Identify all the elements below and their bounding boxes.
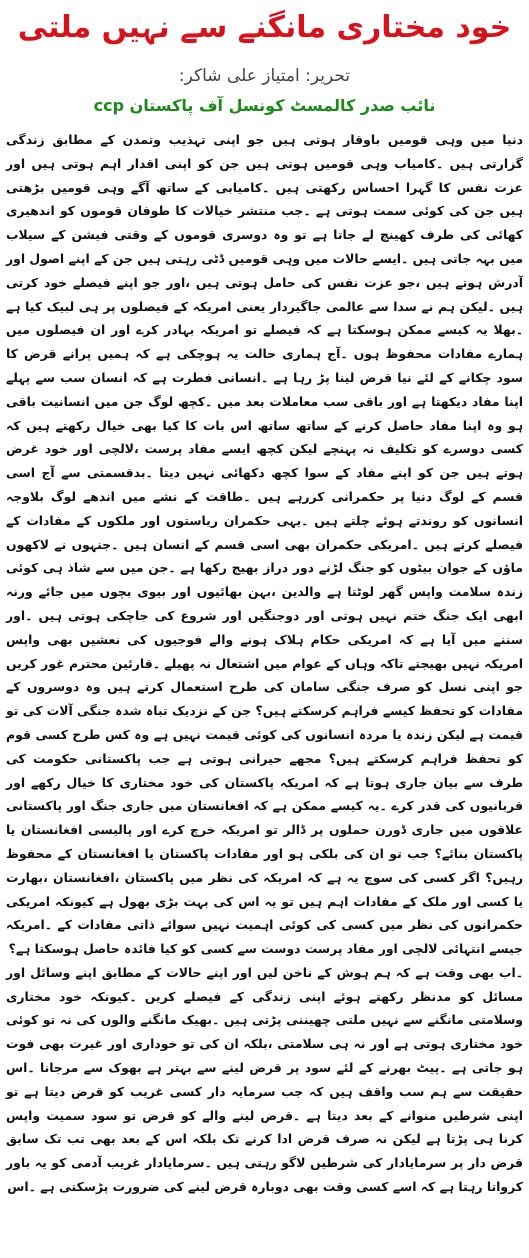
article-body [6,128,523,1199]
article-byline: تحریر: امتیاز علی شاکر: [178,66,351,86]
article-paragraph-1: دنیا میں وہی قومیں باوقار ہوتی ہیں جو اپنی تہذیب وتمدن کے مطابق زندگی گزارتی ہیں ۔کامیاب وہی قومیں ہوتی ہیں جن کو اپنی اقدار اہم ہوتی ہیں اور عزت نفس کا گہرا احساس رکھتی ہیں ۔کامیابی کے ساتھ آگے وہی قومیں بڑھتی ہیں جن کی کوئی سمت ہوتی ہے ۔جب منتشر خیالات کا طوفان قوموں کو اندھیری کھائی کی طرف کھینچ لے جاتا ہے تو وہ دوسری قوموں کے وقتی فیشن کے سیلاب میں بہہ جاتی ہیں ۔ایسے حالات میں وہی قومیں ڈٹی رہتی ہیں جن کے اپنے اصول اور آدرش ہوتے ہیں ،جو عزت نفس کی حامل ہوتی ہیں ،اور جو اپنے فیصلے خود کرتی ہیں ۔لیکن ہم نے سدا سے عالمی جاگیردار یعنی امریکہ کے فیصلوں پر ہی لبیک کیا ہے ۔بھلا یہ کیسے ممکن ہوسکتا ہے کہ فیصلے تو امریکہ بہادر کرے اور ان فیصلوں میں ہمارے مفادات محفوظ ہوں ۔آج ہماری حالت یہ ہوچکی ہے کہ ہمیں پرانے قرض کا سود چکانے کے لئے نیا قرض لینا پڑ رہا ہے ۔انسانی فطرت ہے کہ انسان سب سے پہلے اپنا مفاد دیکھتا ہے اور باقی سب معاملات بعد میں ۔کچھ لوگ جن میں انسانیت باقی ہو وہ اپنا مفاد حاصل کرنے کے ساتھ ساتھ اس بات کا کیا بھی خیال رکھتے ہیں کہ کسی دوسرے کو تکلیف نہ پہنچے لیکن کچھ ایسے مفاد پرست ،لالچی اور خود غرض ہوتے ہیں جن کو اپنے مفاد کے سوا کچھ دکھائی نہیں دیتا ۔بدقسمتی سے آج اسی قسم کے لوگ دنیا پر حکمرانی کررہے ہیں ۔طاقت کے نشے میں اندھے لوگ بلاوجہ انسانوں کو روندتے ہوئے چلتے ہیں ۔یہی حکمران ریاستوں اور ملکوں کے مفادات کے فیصلے کرتے ہیں ۔امریکی حکمران بھی اسی قسم کے انسان ہیں ۔جنہوں نے لاکھوں ماؤں کے جوان بیٹوں کو جنگ لڑنے دور دراز بھیج رکھا ہے ۔جن میں سے شاذ ہی کوئی زندہ سلامت واپس گھر لوٹتا ہے والدین ،بہن بھائیوں اور بیوی بچوں میں جائے ورنہ ابھی ایک جنگ ختم نہیں ہوتی اور دوجنگیں اور شروع کی جاچکی ہوتی ہیں ۔اور سننے میں آیا ہے کہ امریکی حکام ہلاک ہونے والے فوجیوں کی نعشیں بھی واپس امریکہ نہیں بھیجتے تاکہ وہاں کے عوام میں اشتعال نہ پھیلے ۔قارئین محترم غور کریں جو اپنی نسل کو صرف جنگی سامان کی طرح استعمال کرتے ہیں وہ دوسروں کے مفادات کو تحفظ کیسے فراہم کرسکتے ہیں؟ جن کے نزدیک تباہ شدہ جنگی آلات کی تو قیمت ہے لیکن زندہ یا مردہ انسانوں کی کوئی قیمت نہیں ہے وہ کس طرح کسی قوم کو تحفظ فراہم کرسکتے ہیں؟ مجھے حیرانی ہوتی ہے جب پاکستانی حکومت کی طرف سے بیان جاری ہوتا ہے کہ امریکہ پاکستان کی خود مختاری کا خیال رکھے اور قربانیوں کی قدر کرے ۔یہ کیسے ممکن ہے کہ افغانستان میں جاری جنگ اور پاکستانی علاقوں میں جاری ڈورن حملوں پر ڈالر تو امریکہ خرچ کرے اور پالیسی افغانستان یا پاکستان بنائے؟ جب تو ان کی بلکی ہو اور مفادات پاکستان یا افغانستان کے محفوظ رہیں؟ اگر کسی کی سوچ یہ ہے کہ امریکہ کی نظر میں پاکستان ،افغانستان ،بھارت یا کسی اور ملک کے مفادات اہم ہیں تو یہ اس کی بہت بڑی بھول ہے کیونکہ امریکی حکمرانوں کی نظر میں کسی کی کوئی اہمیت نہیں سوائے ذاتی مفادات کے ۔امریکہ جیسے انتہائی لالچی اور مفاد پرست دوست سے کسی کو کیا فائدہ حاصل ہوسکتا ہے؟ [6,132,523,957]
article-title: خود مختاری مانگنے سے نہیں ملتی [17,10,512,45]
author-role: نائب صدر کالمسٹ کونسل آف پاکستان ccp [93,96,436,115]
article-paragraph-2: ۔اب بھی وقت ہے کہ ہم ہوش کے ناخن لیں اور اپنے حالات کے مطابق اپنے وسائل اور مسائل کو مدنظر رکھتے ہوئے اپنی زندگی کے فیصلے کریں ۔کیونکہ خود مختاری وسلامتی مانگنے سے نہیں ملتی چھیننی پڑتی ہیں ۔بھیک مانگنے والوں کی نہ تو کوئی خود مختاری ہوتی ہے اور نہ ہی سلامتی ،بلکہ ان کی تو خوداری اور غیرت بھی فوت ہو جاتی ہے ۔پیٹ بھرنے کے لئے سود پر قرض لینے سے بہتر ہے بھوک سے مرجانا ۔اس حقیقت سے ہم سب واقف ہیں کہ جب سرمایہ دار کسی غریب کو قرض دیتا ہے تو اپنی شرطیں منوانے کے بعد دیتا ہے ۔قرض لینے والے کو قرض تو سود سمیت واپس کرنا ہی پڑتا ہے لیکن نہ صرف قرض ادا کرنے تک بلکہ اس کے بعد بھی تب تک سابق قرض دار پر سرمایادار کی شرطیں لاگو رہتی ہیں ۔سرمایادار غریب آدمی کو یہ باور کرواتا رہتا ہے کہ اسے کسی وقت بھی دوبارہ قرض لینے کی ضرورت پڑسکتی ہے ۔اس [6,964,523,1195]
